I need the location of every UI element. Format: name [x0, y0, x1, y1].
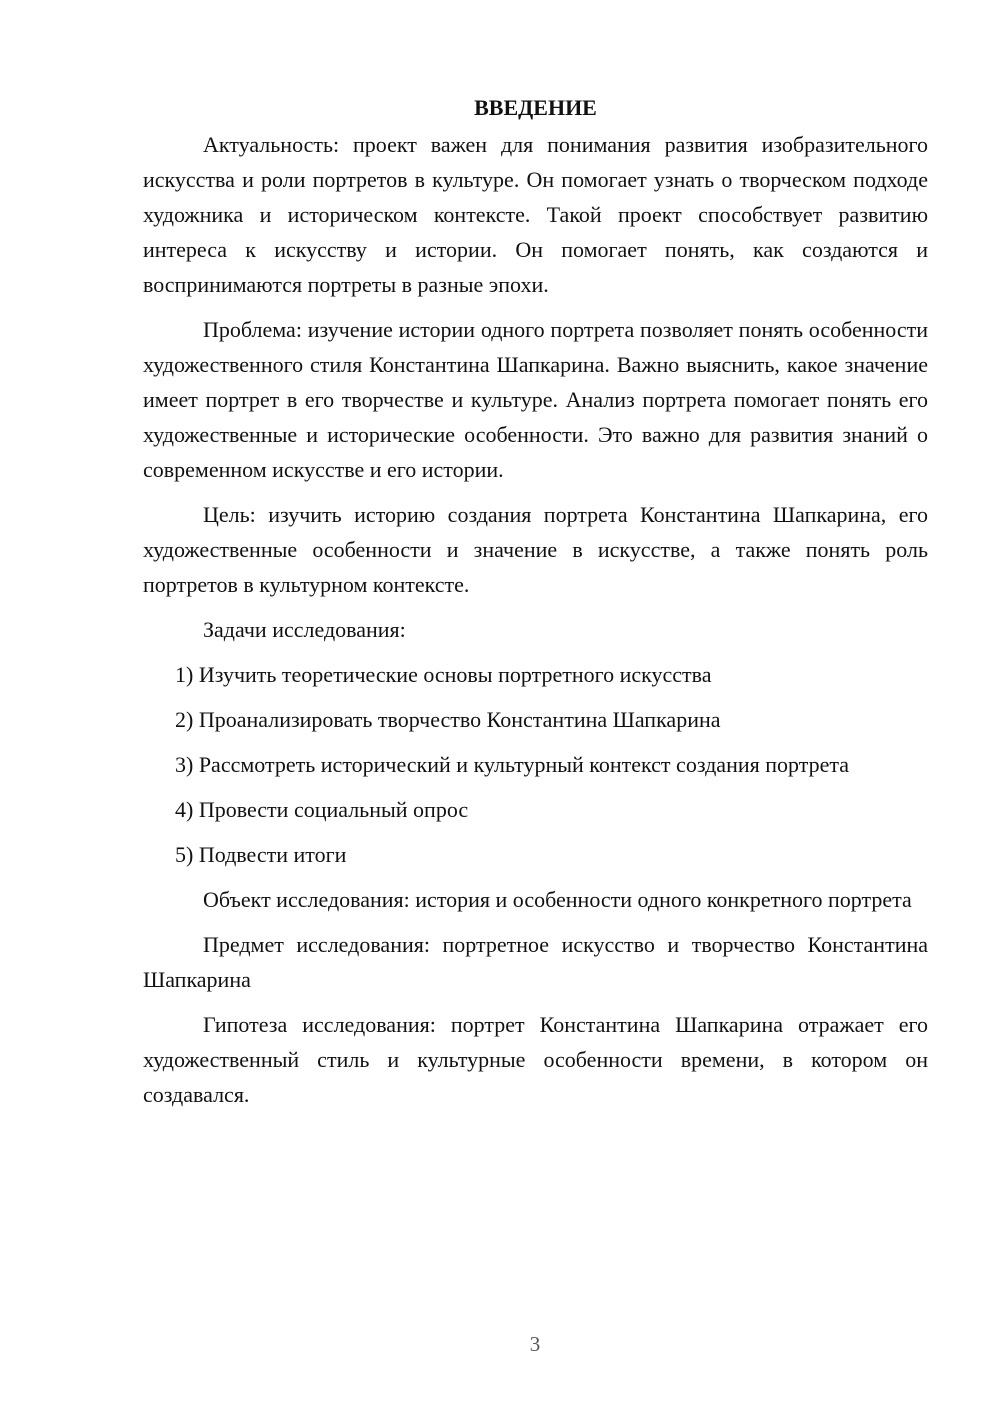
- document-page: [143, 90, 928, 1122]
- list-item: 5) Подвести итоги: [175, 842, 347, 867]
- page-title: ВВЕДЕНИЕ: [474, 95, 597, 120]
- list-item: 4) Провести социальный опрос: [175, 797, 469, 822]
- hypothesis-paragraph: Гипотеза исследования: портрет Константина Шапкарина отражает его художественный стиль и культурные особенности времени, в котором он создавался.: [143, 1012, 928, 1107]
- problem-paragraph: Проблема: изучение истории одного портрета позволяет понять особенности художественного стиля Константина Шапкарина. Важно выяснить, какое значение имеет портрет в его творчестве и культуре. Анализ портрета помогает понять его художественные и исторические особенности. Это важно для развития знаний о современном искусстве и его истории.: [143, 317, 928, 482]
- page-number: 3: [529, 1332, 541, 1356]
- object-paragraph: Объект исследования: история и особенности одного конкретного портрета: [203, 887, 912, 912]
- relevance-paragraph: Актуальность: проект важен для понимания развития изобразительного искусства и роли портретов в культуре. Он помогает узнать о творческом подходе художника и историческом контексте. Такой проект способствует развитию интереса к искусству и истории. Он помогает понять, как создаются и воспринимаются портреты в разные эпохи.: [143, 132, 928, 297]
- list-item: 2) Проанализировать творчество Константина Шапкарина: [175, 707, 721, 732]
- list-item: 3) Рассмотреть исторический и культурный контекст создания портрета: [175, 752, 850, 777]
- goal-paragraph: Цель: изучить историю создания портрета Константина Шапкарина, его художественные особенности и значение в искусстве, а также понять роль портретов в культурном контексте.: [143, 502, 928, 597]
- tasks-heading: Задачи исследования:: [203, 617, 406, 642]
- subject-paragraph: Предмет исследования: портретное искусство и творчество Константина Шапкарина: [143, 932, 928, 992]
- list-item: 1) Изучить теоретические основы портретного искусства: [175, 662, 712, 687]
